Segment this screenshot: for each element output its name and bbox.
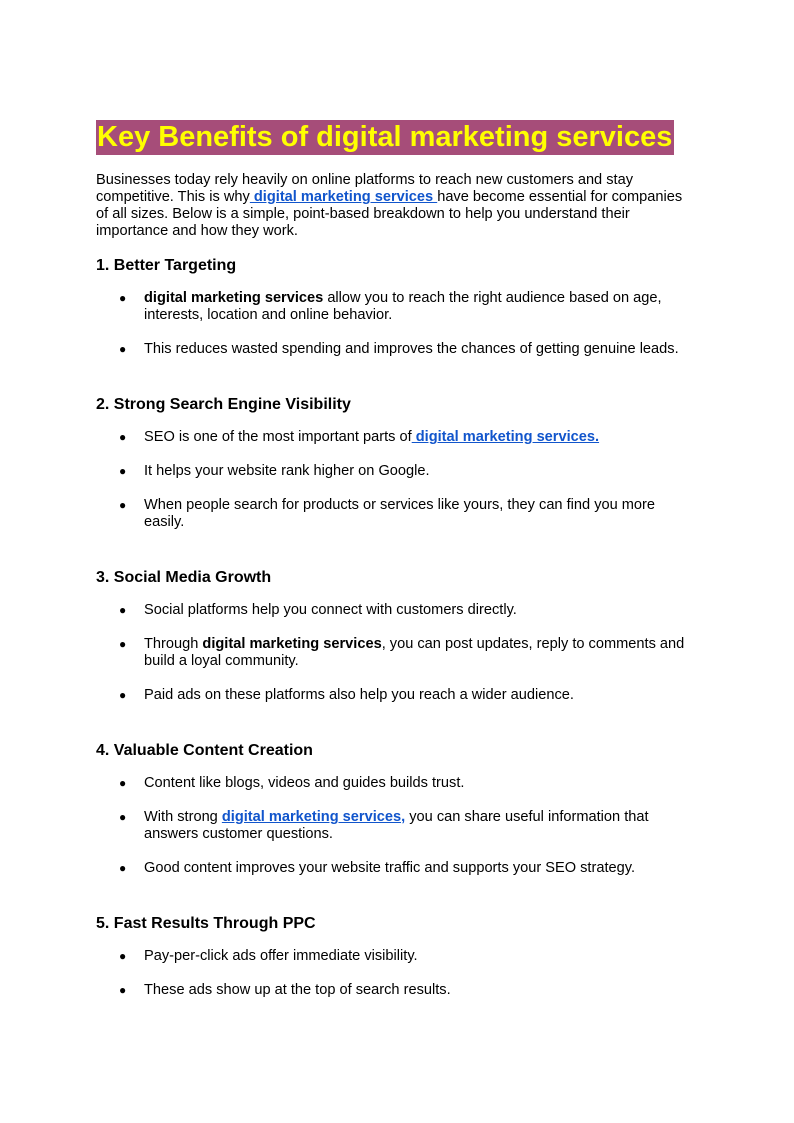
list-item [96,429,696,446]
section-content-creation [96,741,696,877]
bullet-icon: ● [119,776,127,790]
item-link[interactable]: digital marketing services. [411,429,600,445]
section-better-targeting [96,256,696,358]
item-text: When people search for products or services like yours, they can find you more easily. [144,497,656,530]
item-text: It helps your website rank higher on Google. [144,463,430,479]
section-ppc [96,914,696,999]
item-text-pre: With strong [144,809,222,825]
page-title: Key Benefits of digital marketing services [97,121,673,153]
bullet-list [96,775,696,877]
item-text: Social platforms help you connect with customers directly. [144,602,517,618]
bold-term: digital marketing services [202,636,382,652]
item-text: Pay-per-click ads offer immediate visibility. [144,948,418,964]
bullet-icon: ● [119,430,127,444]
bullet-list [96,429,696,531]
item-text-pre: Through [144,636,203,652]
item-text: allow you to reach the right audience based on age, interests, location and online behavior. [144,290,662,323]
bullet-icon: ● [119,688,127,702]
bullet-icon: ● [119,291,127,305]
item-text: Paid ads on these platforms also help you reach a wider audience. [144,687,574,703]
list-item [96,341,696,358]
list-item [96,809,696,843]
list-item [96,602,696,619]
section-heading: 5. Fast Results Through PPC [96,915,316,932]
item-text: This reduces wasted spending and improves the chances of getting genuine leads. [144,341,679,357]
list-item [96,463,696,480]
section-search-visibility [96,395,696,531]
item-text: Good content improves your website traffic and supports your SEO strategy. [144,860,636,876]
bullet-list [96,948,696,999]
bullet-icon: ● [119,464,127,478]
list-item [96,290,696,324]
item-text: Content like blogs, videos and guides builds trust. [144,775,465,791]
bullet-icon: ● [119,861,127,875]
bullet-icon: ● [119,949,127,963]
bullet-icon: ● [119,637,127,651]
item-text: These ads show up at the top of search results. [144,982,451,998]
intro-paragraph [96,172,696,240]
item-text: SEO is one of the most important parts of [144,429,412,445]
section-heading: 1. Better Targeting [96,257,237,274]
bullet-icon: ● [119,498,127,512]
intro-text-end: have become essential for companies of all sizes. Below is a simple, point-based breakdown to help you understand their importance and how they work. [96,189,683,239]
bullet-icon: ● [119,342,127,356]
list-item [96,775,696,792]
list-item [96,687,696,704]
bullet-list [96,290,696,358]
intro-link[interactable]: digital marketing services [249,189,438,205]
section-social-media [96,568,696,704]
bullet-list [96,602,696,704]
list-item [96,948,696,965]
item-link[interactable]: digital marketing services, [221,809,406,825]
list-item [96,636,696,670]
bold-term: digital marketing services [144,290,324,306]
list-item [96,860,696,877]
list-item [96,497,696,531]
bullet-icon: ● [119,983,127,997]
document-page [96,120,706,998]
item-text: you can share useful information that answers customer questions. [144,809,649,842]
intro-text-start: Businesses today rely heavily on online platforms to reach new customers and stay competitive. This is why [96,172,633,205]
section-heading: 4. Valuable Content Creation [96,742,313,759]
bullet-icon: ● [119,603,127,617]
item-text: , you can post updates, reply to comments and build a loyal community. [144,636,685,669]
section-heading: 3. Social Media Growth [96,569,272,586]
list-item [96,982,696,999]
bullet-icon: ● [119,810,127,824]
section-heading: 2. Strong Search Engine Visibility [96,396,351,413]
